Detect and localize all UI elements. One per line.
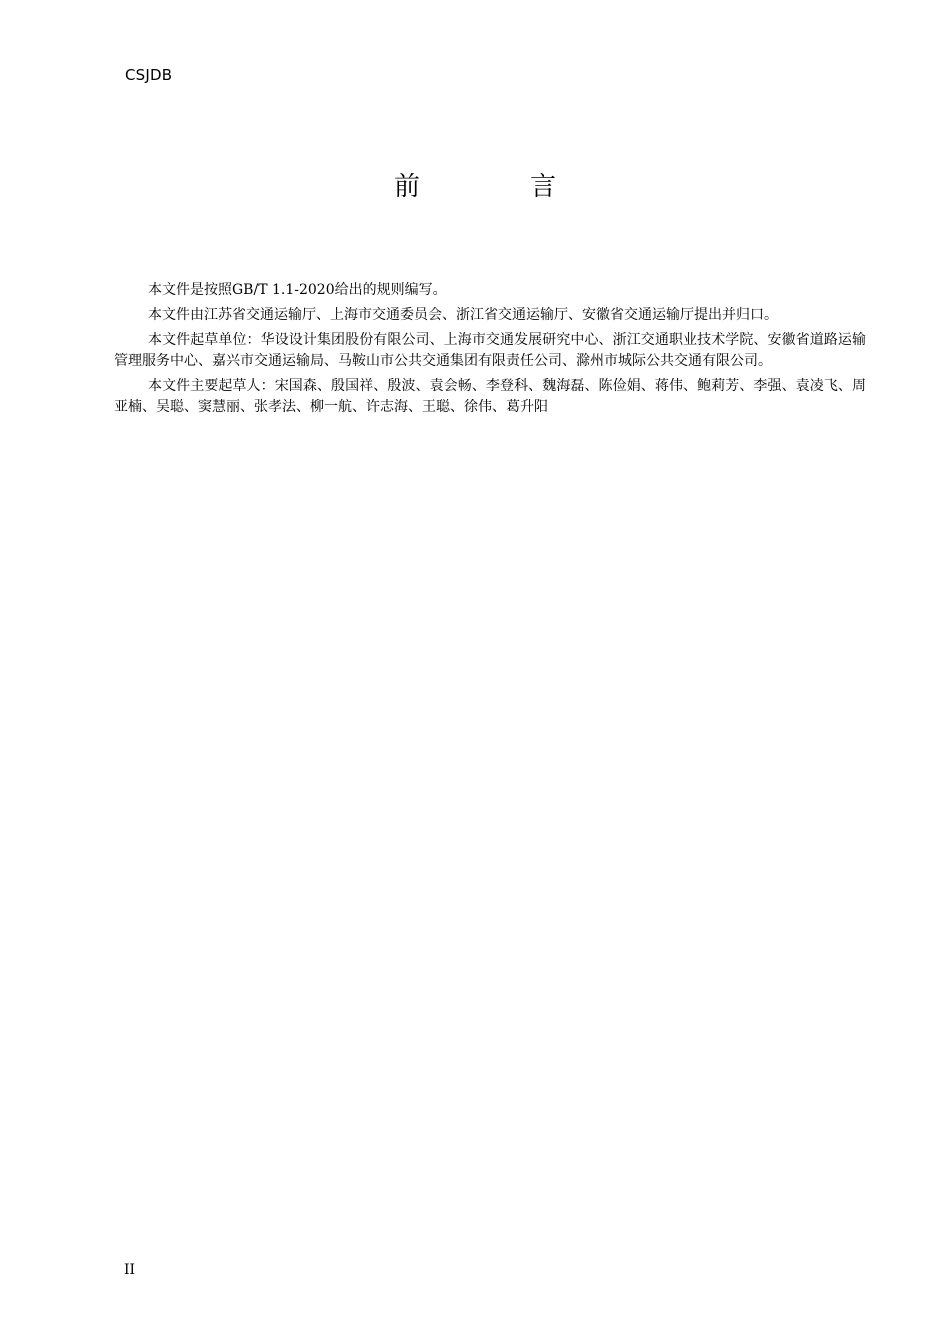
document-code: CSJDB: [125, 66, 173, 84]
page-number: II: [124, 1262, 136, 1278]
paragraph-proposer: 本文件由江苏省交通运输厅、上海市交通委员会、浙江省交通运输厅、安徽省交通运输厅提出并归口。: [148, 307, 778, 323]
paragraph-standard-basis: 本文件是按照GB/T 1.1-2020给出的规则编写。: [148, 282, 447, 298]
paragraph-drafters: 本文件主要起草人：宋国森、殷国祥、殷波、袁会畅、李登科、魏海磊、陈俭娟、蒋伟、鲍莉芳、李强、袁凌飞、周亚楠、吴聪、窦慧丽、张孝法、柳一航、许志海、王聪、徐伟、葛升阳: [114, 378, 866, 415]
paragraph-drafting-units: 本文件起草单位：华设设计集团股份有限公司、上海市交通发展研究中心、浙江交通职业技术学院、安徽省道路运输管理服务中心、嘉兴市交通运输局、马鞍山市公共交通集团有限责任公司、滁州市城际公共交通有限公司。: [114, 332, 866, 369]
foreword-body: [114, 280, 866, 422]
page-title: 前 言: [393, 172, 598, 202]
